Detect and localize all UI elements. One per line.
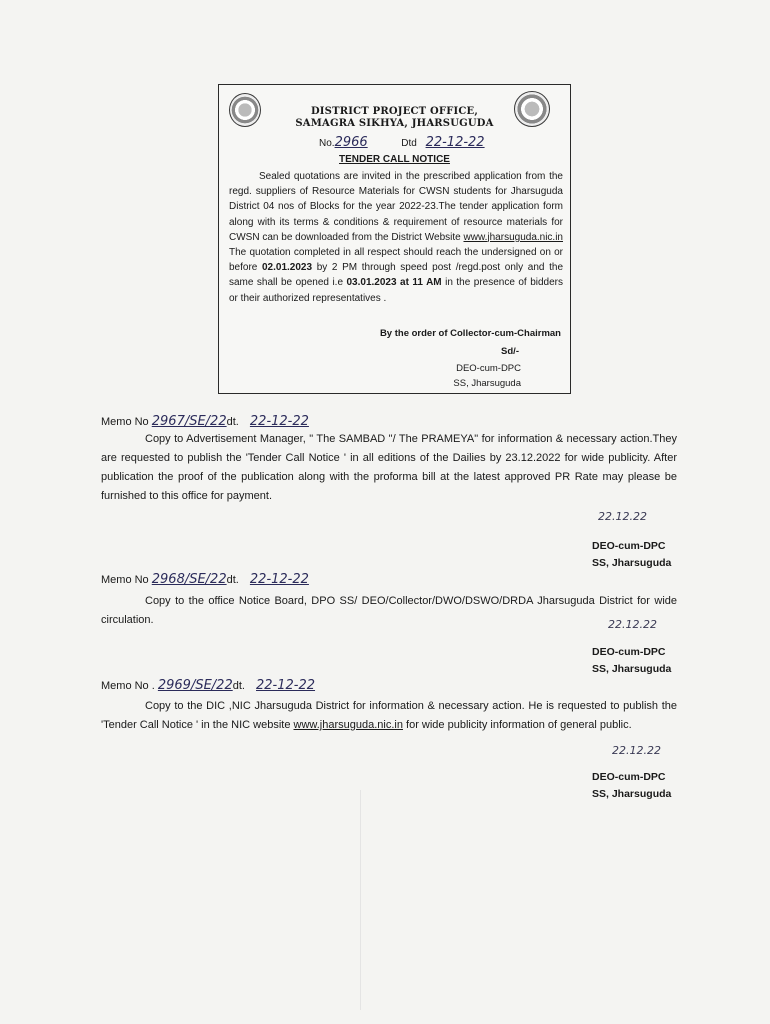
due-date: 02.01.2023 (262, 262, 313, 274)
memo-label: Memo No . (101, 680, 155, 692)
dt-label: dt. (226, 574, 239, 586)
no-label: No. (319, 138, 335, 149)
notice-body-text: in the presence of bidders or their authorized representatives . (229, 277, 563, 304)
notice-sign-title: DEO-cum-DPC (456, 363, 521, 374)
notice-body-text: Sealed quotations are invited in the prescribed application from the regd. suppliers of Resource Materials for CWSN students for Jharsuguda District 04 nos of Blocks for the year 2022-23.The tender application form along with its terms & conditions & requirement of resource materials for CWSN can be downloaded from the District Website (229, 171, 563, 243)
dt-label: dt. (232, 680, 245, 692)
sign-title: DEO-cum-DPC (592, 771, 666, 783)
memo-body (101, 697, 677, 735)
district-website-link[interactable]: www.jharsuguda.nic.in (463, 231, 563, 243)
memo-label: Memo No (101, 416, 149, 428)
scan-artifact-line (360, 790, 361, 1010)
memo-signature (592, 538, 671, 572)
opening-date: 03.01.2023 at 11 AM (346, 277, 442, 289)
memo-signature (592, 644, 671, 678)
memo-body-text: Copy to Advertisement Manager, " The SAMBAD "/ The PRAMEYA" for information & necessary action.They are requested to publish the 'Tender Call Notice ' in all editions of the Dailies by 23.12.2022 for wide publicity. After publication the proof of the publication along with the proforma bill at the latest approved PR Rate may please be furnished to this office for payment. (101, 433, 677, 502)
notice-body-text: The quotation completed in all respect should reach the undersigned on or before (229, 247, 563, 274)
memo-number: 2969/SE/22 (157, 678, 233, 693)
notice-sign-place: SS, Jharsuguda (453, 378, 521, 389)
memo-body (101, 430, 677, 506)
sd-line: Sd/- (501, 346, 519, 357)
memo-header (101, 414, 309, 429)
dtd-label: Dtd (401, 138, 417, 149)
office-name: DISTRICT PROJECT OFFICE, (310, 106, 479, 117)
notice-date: 22-12-22 (425, 135, 485, 150)
sign-title: DEO-cum-DPC (592, 540, 666, 552)
memo-body (101, 592, 677, 630)
notice-body-text: by 2 PM through speed post /regd.post only and the same shall be opened i.e (229, 262, 564, 289)
memo-header (101, 572, 309, 587)
dt-label: dt. (226, 416, 239, 428)
memo-date: 22-12-22 (249, 572, 309, 587)
sign-place: SS, Jharsuguda (592, 788, 672, 800)
office-subtitle: SAMAGRA SIKHYA, JHARSUGUDA (295, 118, 494, 129)
notice-title: TENDER CALL NOTICE (339, 154, 450, 165)
sign-place: SS, Jharsuguda (592, 663, 672, 675)
memo-number: 2968/SE/22 (151, 572, 227, 587)
memo-body-text: for wide publicity information of general public. (402, 719, 632, 731)
memo-signature (592, 769, 671, 803)
signature-initial: 22.12.22 (598, 510, 647, 523)
memo-date: 22-12-22 (256, 678, 316, 693)
tender-notice-box (218, 84, 571, 394)
notice-number-line (319, 135, 485, 150)
sign-title: DEO-cum-DPC (592, 646, 666, 658)
memo-date: 22-12-22 (249, 414, 309, 429)
signature-initial: 22.12.22 (612, 744, 661, 757)
memo-body-text: Copy to the DIC ,NIC Jharsuguda District for information & necessary action. He is requested to publish the 'Tender Call Notice ' in the NIC website (101, 700, 677, 731)
sign-place: SS, Jharsuguda (592, 557, 672, 569)
notice-number: 2966 (334, 135, 368, 150)
memo-label: Memo No (101, 574, 149, 586)
notice-body (229, 169, 563, 306)
memo-header (101, 678, 315, 693)
memo-body-text: Copy to the office Notice Board, DPO SS/ DEO/Collector/DWO/DSWO/DRDA Jharsuguda District for wide circulation. (101, 595, 677, 626)
order-line: By the order of Collector-cum-Chairman (379, 328, 561, 339)
signature-initial: 22.12.22 (608, 618, 657, 631)
memo-number: 2967/SE/22 (151, 414, 227, 429)
nic-website-link[interactable]: www.jharsuguda.nic.in (293, 719, 403, 731)
